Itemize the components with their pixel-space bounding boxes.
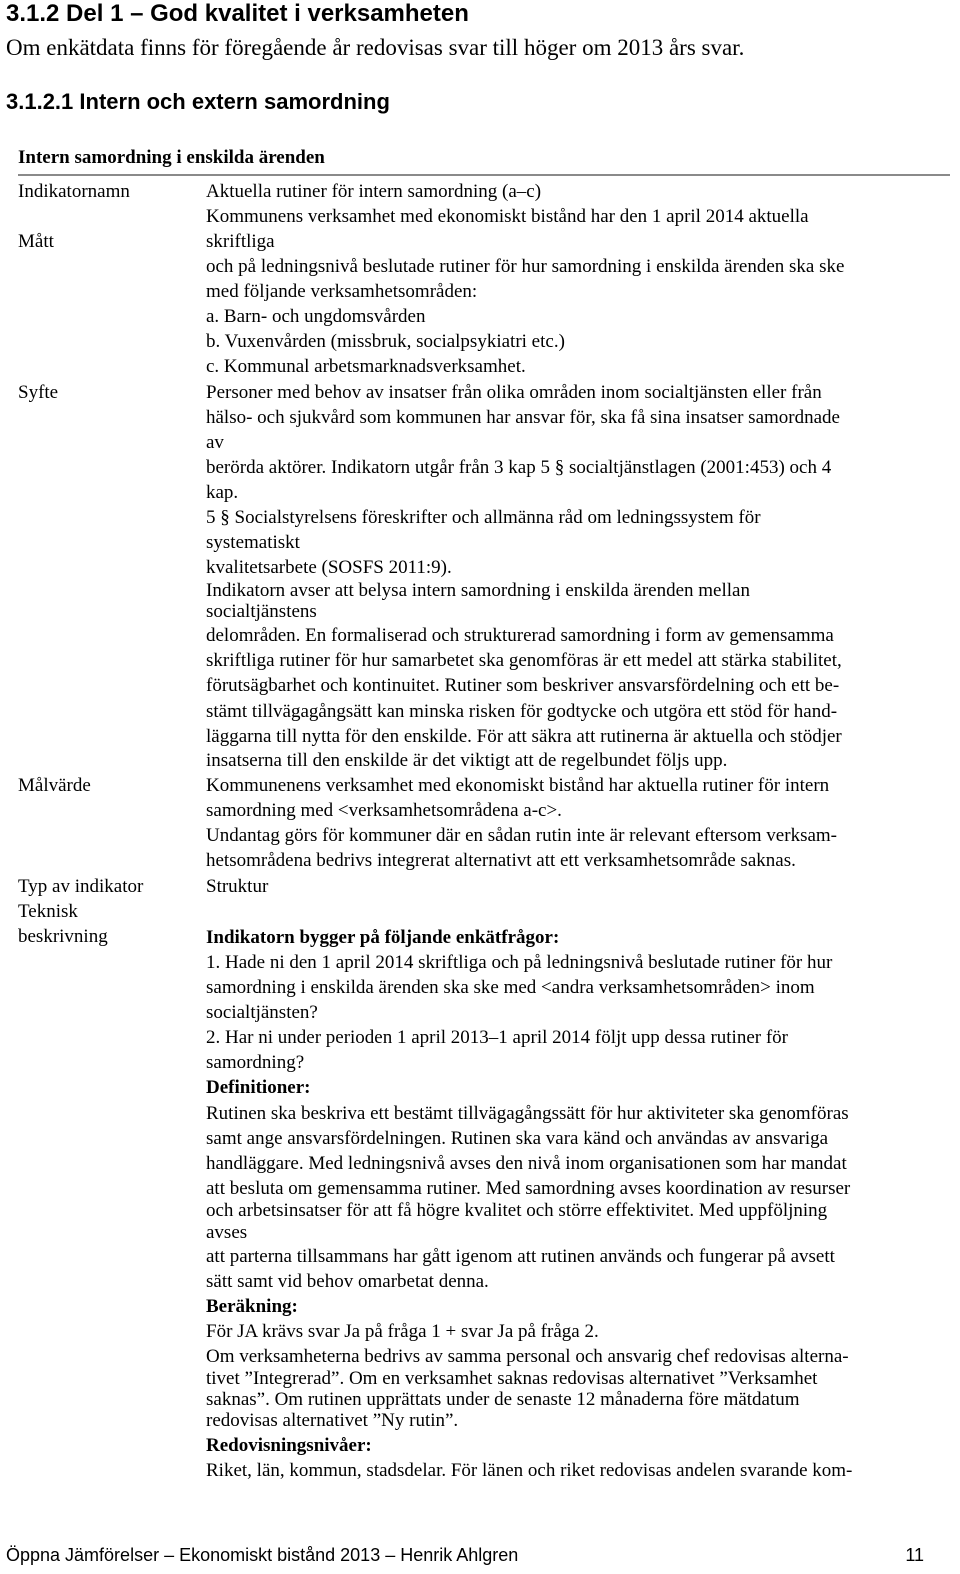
berakning-line: Om verksamheterna bedrivs av samma personal och ansvarig chef redovisas alterna-	[206, 1346, 849, 1367]
definition-line: avses	[206, 1222, 248, 1243]
syfte-text-line: Indikatorn avser att belysa intern samordning i enskilda ärenden mellan	[206, 580, 750, 601]
definition-line: att besluta om gemensamma rutiner. Med samordning avses koordination av resurser	[206, 1178, 851, 1199]
malvarde-text-line: Kommunenens verksamhet med ekonomiskt bistånd har aktuella rutiner för intern	[206, 775, 830, 796]
syfte-text-line: insatserna till den enskilde är det viktigt att de regelbundet följs upp.	[206, 750, 728, 771]
malvarde-text-line: Undantag görs för kommuner där en sådan rutin inte är relevant eftersom verksam-	[206, 825, 837, 846]
label-teknisk: Teknisk	[18, 901, 78, 922]
syfte-text-line: kvalitetsarbete (SOSFS 2011:9).	[206, 557, 452, 578]
table-title: Intern samordning i enskilda ärenden	[18, 147, 325, 168]
matt-list-item: a. Barn- och ungdomsvården	[206, 306, 426, 327]
label-syfte: Syfte	[18, 382, 59, 403]
syfte-text-line: delområden. En formaliserad och strukturerad samordning i form av gemensamma	[206, 625, 834, 646]
berakning-line: saknas”. Om rutinen upprättats under de senaste 12 månaderna före mätdatum	[206, 1389, 800, 1410]
title-divider	[18, 174, 950, 176]
definition-line: och arbetsinsatser för att få högre kvalitet och större effektivitet. Med uppföljning	[206, 1200, 828, 1221]
syfte-text-line: stämt tillvägagångsätt kan minska risken för godtycke och utgöra ett stöd för hand-	[206, 701, 838, 722]
matt-text-line: och på ledningsnivå beslutade rutiner för hur samordning i enskilda ärenden ska ske	[206, 256, 845, 277]
label-matt: Mått	[18, 231, 54, 252]
redovisningsnivaer-line: Riket, län, kommun, stadsdelar. För länen och riket redovisas andelen svarande kom-	[206, 1460, 853, 1481]
enkatfragor-heading: Indikatorn bygger på följande enkätfrågor:	[206, 927, 560, 948]
page-subheading: Om enkätdata finns för föregående år redovisas svar till höger om 2013 års svar.	[6, 35, 745, 60]
definition-line: sätt samt vid behov omarbetat denna.	[206, 1271, 489, 1292]
label-malvarde: Målvärde	[18, 775, 91, 796]
question-line: samordning i enskilda ärenden ska ske med <andra verksamhetsområden> inom	[206, 977, 815, 998]
syfte-text-line: Personer med behov av insatser från olika områden inom socialtjänsten eller från	[206, 382, 822, 403]
syfte-text-line: berörda aktörer. Indikatorn utgår från 3 kap 5 § socialtjänstlagen (2001:453) och 4	[206, 457, 832, 478]
syfte-text-line: socialtjänstens	[206, 601, 317, 622]
definition-line: att parterna tillsammans har gått igenom att rutinen används och fungerar på avsett	[206, 1246, 835, 1267]
definition-line: samt ange ansvarsfördelningen. Rutinen ska vara känd och användas av ansvariga	[206, 1128, 829, 1149]
section-heading: 3.1.2.1 Intern och extern samordning	[6, 89, 390, 114]
syfte-text-line: av	[206, 432, 224, 453]
definitioner-heading: Definitioner:	[206, 1077, 311, 1098]
page-footer: Öppna Jämförelser – Ekonomiskt bistånd 2013 – Henrik Ahlgren	[6, 1545, 519, 1565]
page-heading: 3.1.2 Del 1 – God kvalitet i verksamheten	[6, 0, 469, 27]
berakning-heading: Beräkning:	[206, 1296, 298, 1317]
page-number: 11	[905, 1545, 924, 1565]
syfte-text-line: 5 § Socialstyrelsens föreskrifter och allmänna råd om ledningssystem för	[206, 507, 761, 528]
question-line: samordning?	[206, 1052, 305, 1073]
syfte-text-line: skriftliga rutiner för hur samarbetet ska genomföras är ett medel att stärka stabilitet,	[206, 650, 842, 671]
syfte-text-line: systematiskt	[206, 532, 300, 553]
typ-av-indikator-value: Struktur	[206, 876, 269, 897]
matt-text-line: skriftliga	[206, 231, 275, 252]
malvarde-text-line: samordning med <verksamhetsområdena a-c>.	[206, 800, 562, 821]
matt-text-line: med följande verksamhetsområden:	[206, 281, 478, 302]
indikatornamn-value: Aktuella rutiner för intern samordning (a–c)	[206, 181, 542, 202]
malvarde-text-line: hetsområdena bedrivs integrerat alternativt att ett verksamhetsområde saknas.	[206, 850, 796, 871]
definition-line: Rutinen ska beskriva ett bestämt tillvägagångssätt för hur aktiviteter ska genomföras	[206, 1103, 849, 1124]
syfte-text-line: förutsägbarhet och kontinuitet. Rutiner som beskriver ansvarsfördelning och ett be-	[206, 675, 840, 696]
question-line: 2. Har ni under perioden 1 april 2013–1 april 2014 följt upp dessa rutiner för	[206, 1027, 788, 1048]
syfte-text-line: hälso- och sjukvård som kommunen har ansvar för, ska få sina insatser samordnade	[206, 407, 840, 428]
question-line: 1. Hade ni den 1 april 2014 skriftliga och på ledningsnivå beslutade rutiner för hur	[206, 952, 833, 973]
label-beskrivning: beskrivning	[18, 926, 108, 947]
redovisningsnivaer-heading: Redovisningsnivåer:	[206, 1435, 372, 1456]
berakning-line: tivet ”Integrerad”. Om en verksamhet saknas redovisas alternativet ”Verksamhet	[206, 1368, 818, 1389]
matt-text-line: Kommunens verksamhet med ekonomiskt bistånd har den 1 april 2014 aktuella	[206, 206, 809, 227]
question-line: socialtjänsten?	[206, 1002, 318, 1023]
label-typ-av-indikator: Typ av indikator	[18, 876, 144, 897]
berakning-line: För JA krävs svar Ja på fråga 1 + svar Ja på fråga 2.	[206, 1321, 599, 1342]
matt-list-item: b. Vuxenvården (missbruk, socialpsykiatri etc.)	[206, 331, 565, 352]
berakning-line: redovisas alternativet ”Ny rutin”.	[206, 1410, 459, 1431]
matt-list-item: c. Kommunal arbetsmarknadsverksamhet.	[206, 356, 526, 377]
syfte-text-line: läggarna till nytta för den enskilde. För att säkra att rutinerna är aktuella och stödjer	[206, 726, 842, 747]
definition-line: handläggare. Med ledningsnivå avses den nivå inom organisationen som har mandat	[206, 1153, 847, 1174]
syfte-text-line: kap.	[206, 482, 239, 503]
label-indikatornamn: Indikatornamn	[18, 181, 130, 202]
